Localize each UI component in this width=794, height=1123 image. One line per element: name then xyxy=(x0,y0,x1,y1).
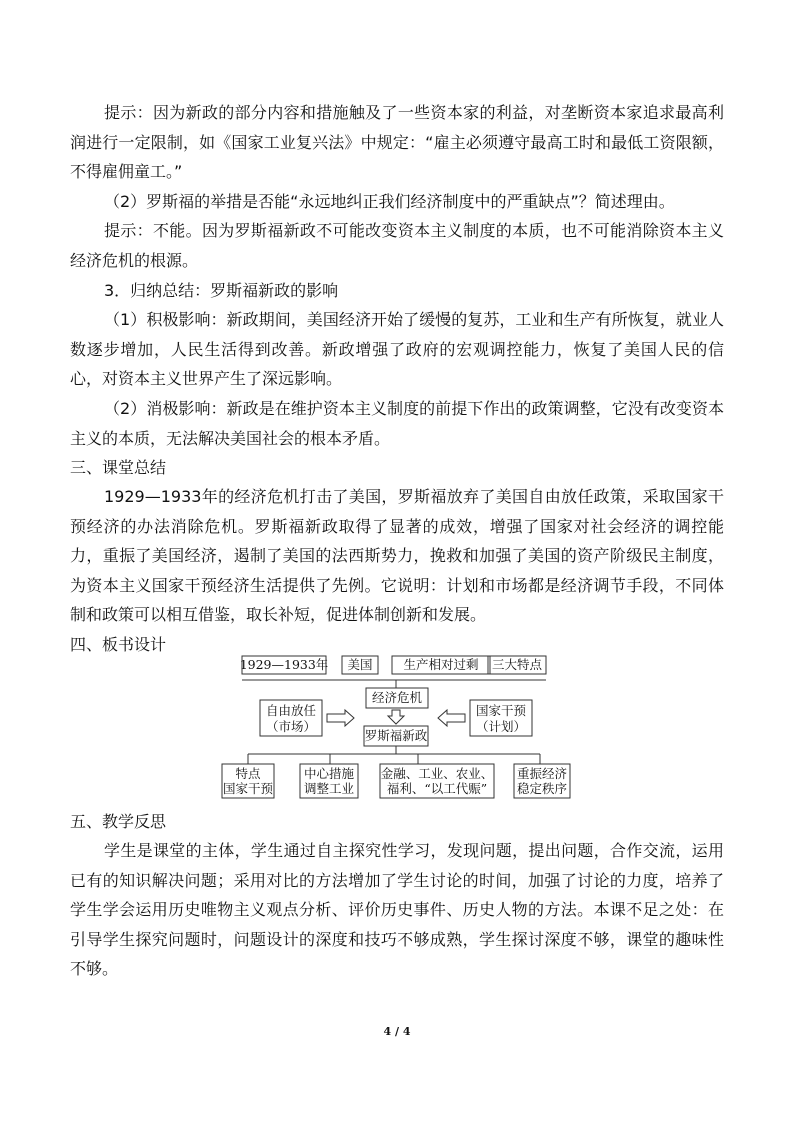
label-feature-2: 国家干预 xyxy=(222,781,274,796)
hint-paragraph-2: 提示：不能。因为罗斯福新政不可能改变资本主义制度的本质，也不可能消除资本主义经济危机的根源。 xyxy=(70,221,724,270)
label-years: 1929—1933年 xyxy=(239,657,329,672)
label-measures-2: 福利、“以工代赈” xyxy=(386,781,488,796)
label-laissez-faire-2: （市场） xyxy=(265,719,317,734)
label-economic-crisis: 经济危机 xyxy=(371,690,423,705)
arrow-right xyxy=(327,710,354,726)
hint-paragraph-1: 提示：因为新政的部分内容和措施触及了一些资本家的利益，对垄断资本家追求最高利润进行一定限制，如《国家工业复兴法》中规定：“雇主必须遵守最高工时和最低工资限额，不得雇佣童工。” xyxy=(70,103,724,181)
summary-heading: 3．归纳总结：罗斯福新政的影响 xyxy=(104,281,339,300)
section-3-heading: 三、课堂总结 xyxy=(70,458,167,477)
label-usa: 美国 xyxy=(347,657,373,672)
label-laissez-faire-1: 自由放任 xyxy=(265,703,317,718)
label-state-intervention-1: 国家干预 xyxy=(475,703,527,718)
label-measures-1: 金融、工业、农业、 xyxy=(380,766,494,781)
label-central-measure-1: 中心措施 xyxy=(303,766,355,781)
arrow-down xyxy=(388,710,404,724)
positive-impact: （1）积极影响：新政期间，美国经济开始了缓慢的复苏，工业和生产有所恢复，就业人数逐步增加，人民生活得到改善。新政增强了政府的宏观调控能力，恢复了美国人民的信心，对资本主义世界产生了深远影响。 xyxy=(70,310,724,388)
label-state-intervention-2: （计划） xyxy=(475,719,527,734)
teaching-reflection: 学生是课堂的主体，学生通过自主探究性学习，发现问题，提出问题，合作交流，运用已有的知识解决问题；采用对比的方法增加了学生讨论的时间，加强了讨论的力度，培养了学生学会运用历史唯物主义观点分析、评价历史事件、历史人物的方法。本课不足之处：在引导学生探究问题时，问题设计的深度和技巧不够成熟，学生探讨深度不够，课堂的趣味性不够。 xyxy=(70,841,724,978)
label-result-2: 稳定秩序 xyxy=(516,781,568,796)
negative-impact: （2）消极影响：新政是在维护资本主义制度的前提下作出的政策调整，它没有改变资本主义的本质，无法解决美国社会的根本矛盾。 xyxy=(70,399,724,448)
page-number: 4 / 4 xyxy=(383,1025,411,1038)
question-2: （2）罗斯福的举措是否能“永远地纠正我们经济制度中的严重缺点”？简述理由。 xyxy=(104,192,675,211)
label-new-deal: 罗斯福新政 xyxy=(364,728,428,743)
label-overproduction: 生产相对过剩 xyxy=(403,657,479,672)
label-feature-1: 特点 xyxy=(235,766,261,781)
label-three-features: 三大特点 xyxy=(491,657,543,672)
class-summary: 1929—1933年的经济危机打击了美国，罗斯福放弃了美国自由放任政策，采取国家干预经济的办法消除危机。罗斯福新政取得了显著的成效，增强了国家对社会经济的调控能力，重振了美国经济，遏制了美国的法西斯势力，挽救和加强了美国的资产阶级民主制度，为资本主义国家干预经济生活提供了先例。它说明：计划和市场都是经济调节手段，不同体制和政策可以相互借鉴，取长补短，促进体制创新和发展。 xyxy=(70,487,724,624)
section-5-heading: 五、教学反思 xyxy=(70,812,167,831)
label-central-measure-2: 调整工业 xyxy=(303,781,355,796)
label-result-1: 重振经济 xyxy=(516,766,568,781)
arrow-left xyxy=(438,710,465,726)
board-design-diagram xyxy=(220,650,580,800)
section-4-heading: 四、板书设计 xyxy=(70,635,167,654)
